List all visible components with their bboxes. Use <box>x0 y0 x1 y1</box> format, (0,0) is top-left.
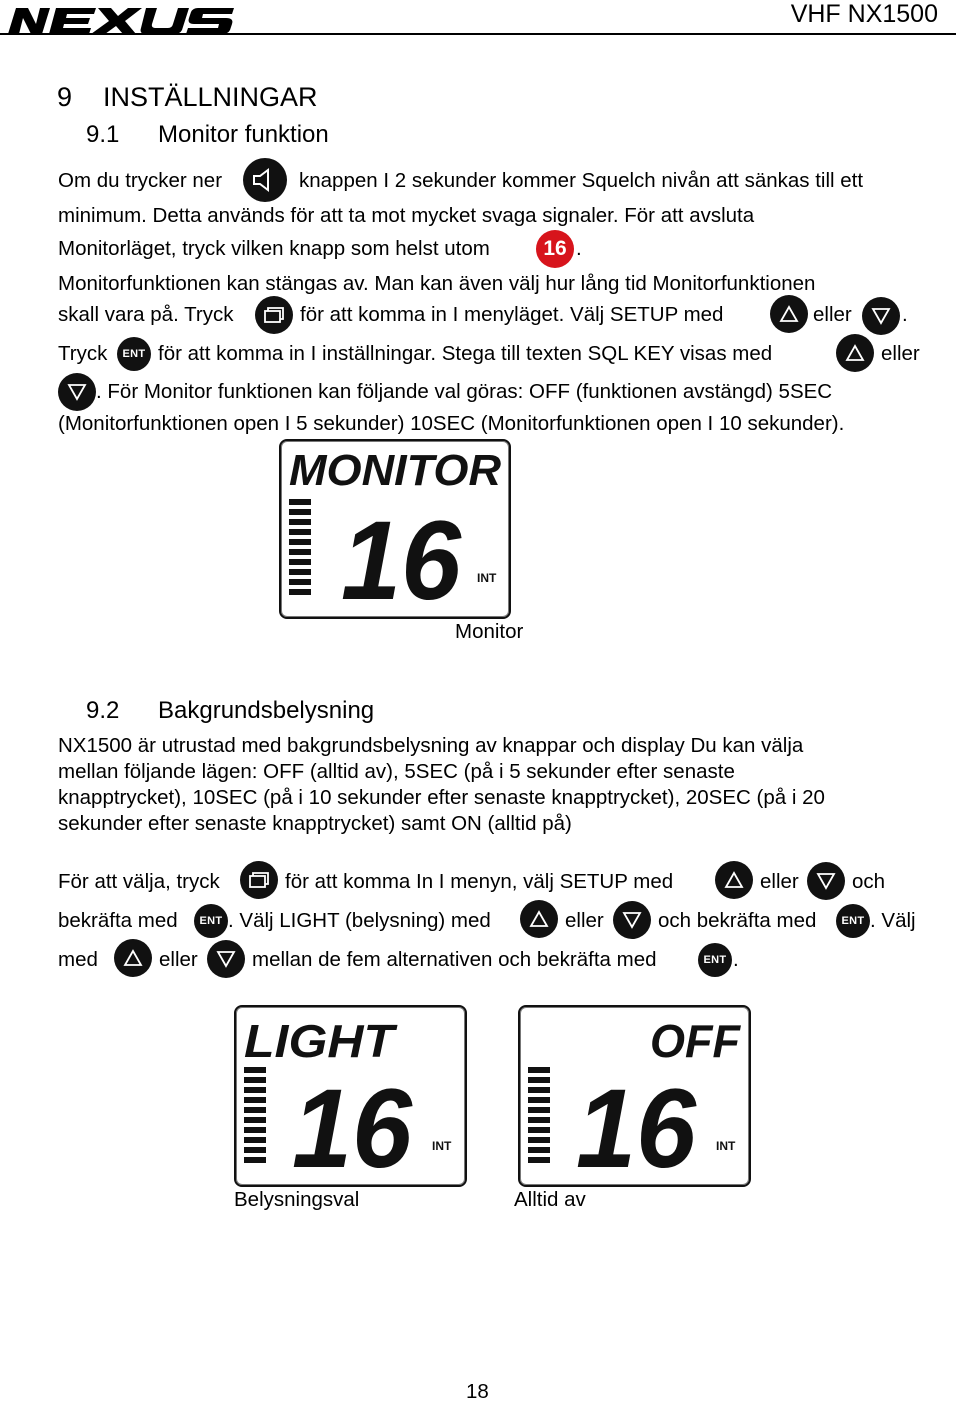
signal-bars <box>528 1067 550 1163</box>
down-arrow-icon <box>862 297 900 335</box>
up-arrow-icon <box>715 861 753 899</box>
lcd-text: MONITOR <box>289 446 502 495</box>
paragraph-text: eller <box>881 342 920 365</box>
paragraph-text: . <box>576 237 582 260</box>
paragraph-text: för att komma in I inställningar. Stega till texten SQL KEY visas med <box>158 342 773 365</box>
paragraph-text: knapptrycket), 10SEC (på i 10 sekunder efter senaste knapptrycket), 20SEC (på i 20 <box>58 786 825 809</box>
lcd-display-light <box>234 1005 467 1187</box>
section-number: 9 <box>57 82 73 112</box>
paragraph-text: . <box>733 948 739 971</box>
down-arrow-icon <box>807 862 845 900</box>
model-name: VHF NX1500 <box>790 0 938 28</box>
ent-icon <box>117 337 151 371</box>
paragraph-text: för att komma In I menyn, välj SETUP med <box>285 870 674 893</box>
paragraph-text: för att komma in I menyläget. Välj SETUP med <box>300 303 724 326</box>
lcd-text: LIGHT <box>244 1015 399 1067</box>
paragraph-text: (Monitorfunktionen open I 5 sekunder) 10SEC (Monitorfunktionen open I 10 sekunder). <box>58 412 845 435</box>
paragraph-text: Monitorläget, tryck vilken knapp som helst utom <box>58 237 490 260</box>
subsection-title: Monitor funktion <box>158 121 329 148</box>
ent-label: ENT <box>703 954 727 966</box>
menu-icon <box>240 861 278 899</box>
paragraph-text: sekunder efter senaste knapptrycket) samt ON (alltid på) <box>58 812 572 835</box>
ent-label: ENT <box>122 348 146 360</box>
up-arrow-icon <box>520 900 558 938</box>
lcd-badge: INT <box>432 1139 452 1153</box>
channel-16-icon <box>536 230 574 268</box>
up-arrow-icon <box>770 295 808 333</box>
ent-label: ENT <box>841 915 865 927</box>
section-title: INSTÄLLNINGAR <box>103 82 318 112</box>
figure-caption: Alltid av <box>514 1188 586 1211</box>
paragraph-text: . För Monitor funktionen kan följande val göras: OFF (funktionen avstängd) 5SEC <box>96 380 833 403</box>
subsection-heading <box>86 697 374 725</box>
subsection-heading <box>86 121 329 149</box>
menu-icon <box>255 296 293 334</box>
lcd-channel: 16 <box>292 1066 413 1185</box>
subsection-number: 9.1 <box>86 121 120 148</box>
ent-icon <box>698 943 732 977</box>
lcd-text: OFF <box>650 1015 742 1067</box>
lcd-channel: 16 <box>341 498 462 617</box>
paragraph-text: skall vara på. Tryck <box>58 303 234 326</box>
down-arrow-icon <box>207 940 245 978</box>
lcd-channel: 16 <box>576 1066 697 1185</box>
lcd-badge: INT <box>477 571 497 585</box>
paragraph-text: med <box>58 948 98 971</box>
paragraph-text: . <box>902 303 908 326</box>
lcd-display-off <box>518 1005 751 1187</box>
paragraph-text: och bekräfta med <box>658 909 817 932</box>
down-arrow-icon <box>58 373 96 411</box>
paragraph-text: och <box>852 870 886 893</box>
paragraph-text: eller <box>813 303 852 326</box>
paragraph-text: NX1500 är utrustad med bakgrundsbelysning av knappar och display Du kan välja <box>58 734 804 757</box>
paragraph-text: eller <box>159 948 198 971</box>
paragraph-text: Monitorfunktionen kan stängas av. Man kan även välj hur lång tid Monitorfunktionen <box>58 272 816 295</box>
paragraph-text: eller <box>760 870 799 893</box>
ent-icon <box>194 904 228 938</box>
paragraph-text: eller <box>565 909 604 932</box>
subsection-title: Bakgrundsbelysning <box>158 697 375 724</box>
channel-16-label: 16 <box>543 237 567 260</box>
paragraph-text: . Välj <box>870 909 916 932</box>
paragraph-text: Om du trycker ner <box>58 169 223 192</box>
paragraph-text: Tryck <box>58 342 108 365</box>
paragraph-text: För att välja, tryck <box>58 870 220 893</box>
up-arrow-icon <box>114 939 152 977</box>
down-arrow-icon <box>613 901 651 939</box>
lcd-badge: INT <box>716 1139 736 1153</box>
signal-bars <box>244 1067 266 1163</box>
up-arrow-icon <box>836 334 874 372</box>
subsection-number: 9.2 <box>86 697 120 724</box>
paragraph-text: minimum. Detta används för att ta mot mycket svaga signaler. För att avsluta <box>58 204 755 227</box>
paragraph-text: mellan följande lägen: OFF (alltid av), 5SEC (på i 5 sekunder efter senaste <box>58 760 735 783</box>
ent-label: ENT <box>199 915 223 927</box>
paragraph-text: mellan de fem alternativen och bekräfta med <box>252 948 657 971</box>
paragraph-text: . Välj LIGHT (belysning) med <box>228 909 491 932</box>
figure-caption: Monitor <box>455 620 524 643</box>
lcd-display-monitor <box>279 439 511 619</box>
page-number: 18 <box>466 1380 489 1403</box>
ent-icon <box>836 904 870 938</box>
figure-caption: Belysningsval <box>234 1188 360 1211</box>
header-divider <box>0 33 956 35</box>
paragraph-text: bekräfta med <box>58 909 178 932</box>
paragraph-text: knappen I 2 sekunder kommer Squelch nivån att sänkas till ett <box>299 169 864 192</box>
speaker-icon <box>243 158 287 202</box>
signal-bars <box>289 499 311 595</box>
section-heading <box>57 82 318 113</box>
